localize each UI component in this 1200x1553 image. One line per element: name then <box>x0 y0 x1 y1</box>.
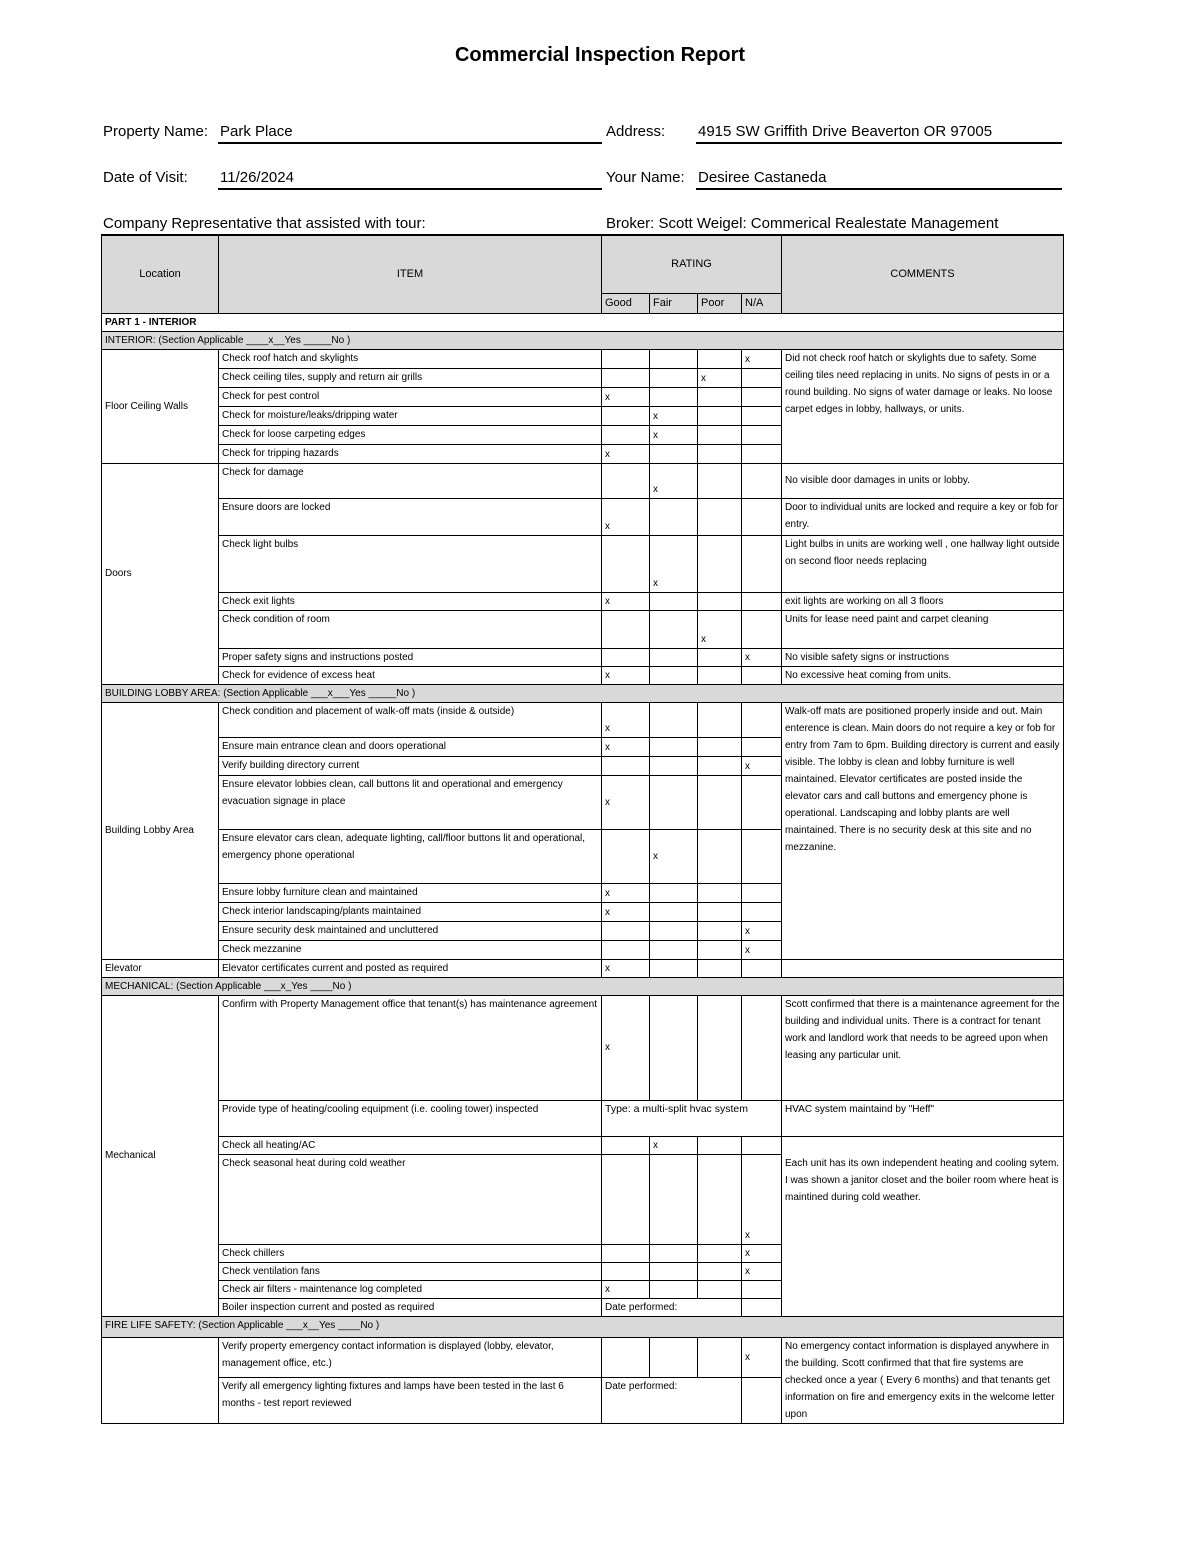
rating-fair <box>650 444 698 463</box>
rating-poor <box>698 498 742 535</box>
rating-na <box>742 775 782 829</box>
company-rep-label: Company Representative that assisted with tour: <box>103 215 426 232</box>
rating-na <box>742 498 782 535</box>
rating-poor <box>698 648 742 666</box>
rating-fair <box>650 648 698 666</box>
location-mechanical: Mechanical <box>102 995 219 1316</box>
rating-na <box>742 387 782 406</box>
comment-doors-heat: No excessive heat coming from units. <box>782 666 1064 684</box>
rating-poor <box>698 406 742 425</box>
rating-poor: x <box>698 610 742 648</box>
rating-good: x <box>602 737 650 756</box>
comment-lobby: Walk-off mats are positioned properly inside and out. Main enterence is clean. Main doors do not require a key or fob for entry from 7am to 6pm. Building directory is current and easily visible. The lobby is clean and lobby furniture is well maintained. Elevator certificates are posted inside the elevator cars and call buttons and emergency phone is operational. Landscaping and lobby plants are well maintained. There is no security desk at this site and no mezzanine. <box>782 702 1064 959</box>
rating-na <box>742 1136 782 1154</box>
item-cell: Check exit lights <box>219 592 602 610</box>
rating-na <box>742 902 782 921</box>
item-cell: Verify property emergency contact information is displayed (lobby, elevator, management office, etc.) <box>219 1337 602 1378</box>
rating-na <box>742 444 782 463</box>
rating-fair <box>650 349 698 368</box>
location-fire <box>102 1337 219 1423</box>
rating-good <box>602 406 650 425</box>
rating-poor: x <box>698 368 742 387</box>
rating-na <box>742 829 782 883</box>
comment-doors-exit: exit lights are working on all 3 floors <box>782 592 1064 610</box>
rating-good <box>602 940 650 959</box>
rating-fair <box>650 883 698 902</box>
rating-fair <box>650 775 698 829</box>
rating-good: x <box>602 775 650 829</box>
date-label: Date of Visit: <box>103 169 188 186</box>
col-comments-header: COMMENTS <box>782 235 1064 313</box>
rating-fair: x <box>650 1136 698 1154</box>
item-cell: Ensure elevator lobbies clean, call buttons lit and operational and emergency evacuation signage in place <box>219 775 602 829</box>
comment-fire: No emergency contact information is displayed anywhere in the building. Scott confirmed that that fire systems are checked once a year ( Every 6 months) and that tenants get information on fire and emergency exits in the welcome letter upon <box>782 1337 1064 1423</box>
item-cell: Check light bulbs <box>219 535 602 592</box>
rating-good <box>602 756 650 775</box>
item-cell: Check air filters - maintenance log completed <box>219 1280 602 1298</box>
item-cell: Ensure lobby furniture clean and maintained <box>219 883 602 902</box>
rating-poor <box>698 444 742 463</box>
rating-fair <box>650 995 698 1100</box>
item-cell: Elevator certificates current and posted as required <box>219 959 602 977</box>
rating-good <box>602 463 650 498</box>
rating-poor <box>698 921 742 940</box>
item-cell: Verify all emergency lighting fixtures and lamps have been tested in the last 6 months - test report reviewed <box>219 1378 602 1423</box>
rating-good: x <box>602 959 650 977</box>
item-cell: Check all heating/AC <box>219 1136 602 1154</box>
rating-na: x <box>742 921 782 940</box>
rating-good: x <box>602 444 650 463</box>
col-location-header: Location <box>102 235 219 313</box>
item-cell: Ensure main entrance clean and doors operational <box>219 737 602 756</box>
rating-good: x <box>602 883 650 902</box>
rating-poor <box>698 387 742 406</box>
item-cell: Ensure doors are locked <box>219 498 602 535</box>
rating-good: x <box>602 387 650 406</box>
rating-poor <box>698 1136 742 1154</box>
rating-poor <box>698 756 742 775</box>
item-cell: Confirm with Property Management office that tenant(s) has maintenance agreement <box>219 995 602 1100</box>
rating-poor <box>698 1262 742 1280</box>
comment-doors-locked: Door to individual units are locked and require a key or fob for entry. <box>782 498 1064 535</box>
rating-fair <box>650 959 698 977</box>
rating-na <box>742 995 782 1100</box>
rating-fair: x <box>650 535 698 592</box>
rating-na <box>742 425 782 444</box>
item-cell: Proper safety signs and instructions posted <box>219 648 602 666</box>
rating-poor <box>698 592 742 610</box>
property-name-value: Park Place <box>218 122 602 144</box>
rating-good <box>602 1136 650 1154</box>
rating-poor <box>698 463 742 498</box>
rating-na <box>742 959 782 977</box>
location-elevator: Elevator <box>102 959 219 977</box>
rating-good <box>602 425 650 444</box>
rating-na: x <box>742 1262 782 1280</box>
rating-good <box>602 648 650 666</box>
item-cell: Check seasonal heat during cold weather <box>219 1154 602 1244</box>
rating-good: x <box>602 666 650 684</box>
rating-good <box>602 1262 650 1280</box>
item-cell: Check for evidence of excess heat <box>219 666 602 684</box>
rating-na: x <box>742 1337 782 1378</box>
rating-text: Date performed: <box>602 1298 742 1316</box>
rating-poor <box>698 1280 742 1298</box>
rating-poor <box>698 940 742 959</box>
rating-na <box>742 1280 782 1298</box>
rating-fair <box>650 1154 698 1244</box>
rating-good <box>602 610 650 648</box>
rating-poor <box>698 829 742 883</box>
rating-poor <box>698 1244 742 1262</box>
col-fair-header: Fair <box>650 293 698 313</box>
rating-text: Date performed: <box>602 1378 742 1423</box>
item-cell: Check for pest control <box>219 387 602 406</box>
comment-mech-heating: Each unit has its own independent heating and cooling sytem. I was shown a janitor closet and the boiler room where heat is maintined during cold weather. <box>782 1136 1064 1316</box>
rating-good <box>602 535 650 592</box>
rating-good: x <box>602 592 650 610</box>
comment-doors-room: Units for lease need paint and carpet cleaning <box>782 610 1064 648</box>
rating-na <box>742 883 782 902</box>
item-cell: Check ceiling tiles, supply and return air grills <box>219 368 602 387</box>
rating-text: Type: a multi-split hvac system <box>602 1100 782 1136</box>
rating-good: x <box>602 1280 650 1298</box>
rating-na: x <box>742 1244 782 1262</box>
item-cell: Ensure security desk maintained and uncluttered <box>219 921 602 940</box>
rating-fair: x <box>650 406 698 425</box>
rating-good <box>602 349 650 368</box>
rating-poor <box>698 959 742 977</box>
property-name-label: Property Name: <box>103 123 209 140</box>
item-cell: Verify building directory current <box>219 756 602 775</box>
item-cell: Boiler inspection current and posted as required <box>219 1298 602 1316</box>
rating-fair <box>650 921 698 940</box>
rating-fair <box>650 702 698 737</box>
item-cell: Check for moisture/leaks/dripping water <box>219 406 602 425</box>
rating-good: x <box>602 902 650 921</box>
rating-na <box>742 610 782 648</box>
address-value: 4915 SW Griffith Drive Beaverton OR 97005 <box>696 122 1062 144</box>
item-cell: Check for tripping hazards <box>219 444 602 463</box>
rating-good <box>602 921 650 940</box>
rating-good: x <box>602 995 650 1100</box>
col-item-header: ITEM <box>219 235 602 313</box>
rating-na: x <box>742 1154 782 1244</box>
rating-na <box>742 702 782 737</box>
item-cell: Check chillers <box>219 1244 602 1262</box>
comment-elevator <box>782 959 1064 977</box>
rating-poor <box>698 1337 742 1378</box>
item-cell: Ensure elevator cars clean, adequate lighting, call/floor buttons lit and operational, emergency phone operational <box>219 829 602 883</box>
rating-good <box>602 1337 650 1378</box>
comment-mech-agreement: Scott confirmed that there is a maintenance agreement for the building and individual units. There is a contract for tenant work and landlord work that needs to be agreed upon when leasing any particular unit. <box>782 995 1064 1100</box>
part-heading: PART 1 - INTERIOR <box>102 313 1064 331</box>
section-fire-life-safety: FIRE LIFE SAFETY: (Section Applicable ___x__Yes ____No ) <box>102 1316 1064 1337</box>
rating-na: x <box>742 940 782 959</box>
rating-fair <box>650 1244 698 1262</box>
rating-fair <box>650 1262 698 1280</box>
rating-good <box>602 829 650 883</box>
rating-fair <box>650 756 698 775</box>
rating-fair: x <box>650 425 698 444</box>
section-lobby: BUILDING LOBBY AREA: (Section Applicable ___x___Yes _____No ) <box>102 684 1064 702</box>
rating-fair <box>650 1337 698 1378</box>
broker-text: Broker: Scott Weigel: Commerical Realestate Management <box>606 215 999 232</box>
rating-good: x <box>602 498 650 535</box>
location-lobby: Building Lobby Area <box>102 702 219 959</box>
your-name-label: Your Name: <box>606 169 685 186</box>
rating-poor <box>698 775 742 829</box>
rating-fair <box>650 902 698 921</box>
item-cell: Check condition and placement of walk-off mats (inside & outside) <box>219 702 602 737</box>
rating-poor <box>698 535 742 592</box>
rating-good <box>602 368 650 387</box>
rating-poor <box>698 666 742 684</box>
rating-fair <box>650 592 698 610</box>
rating-na <box>742 1378 782 1423</box>
rating-na <box>742 535 782 592</box>
col-na-header: N/A <box>742 293 782 313</box>
item-cell: Provide type of heating/cooling equipment (i.e. cooling tower) inspected <box>219 1100 602 1136</box>
col-rating-header: RATING <box>602 235 782 293</box>
rating-poor <box>698 737 742 756</box>
rating-poor <box>698 1154 742 1244</box>
rating-poor <box>698 425 742 444</box>
rating-na <box>742 368 782 387</box>
rating-na <box>742 1298 782 1316</box>
rating-fair: x <box>650 463 698 498</box>
location-floor-ceiling-walls: Floor Ceiling Walls <box>102 349 219 463</box>
rating-poor <box>698 995 742 1100</box>
rating-poor <box>698 902 742 921</box>
rating-poor <box>698 702 742 737</box>
section-interior: INTERIOR: (Section Applicable ____x__Yes _____No ) <box>102 331 1064 349</box>
item-cell: Check roof hatch and skylights <box>219 349 602 368</box>
rating-na <box>742 737 782 756</box>
rating-na <box>742 406 782 425</box>
item-cell: Check for loose carpeting edges <box>219 425 602 444</box>
report-title: Commercial Inspection Report <box>454 44 746 66</box>
rating-fair <box>650 940 698 959</box>
rating-fair <box>650 1280 698 1298</box>
comment-doors-lights: Light bulbs in units are working well , one hallway light outside on second floor needs replacing <box>782 535 1064 592</box>
rating-poor <box>698 349 742 368</box>
rating-na: x <box>742 648 782 666</box>
rating-good <box>602 1244 650 1262</box>
rating-fair: x <box>650 829 698 883</box>
section-mechanical: MECHANICAL: (Section Applicable ___x_Yes ____No ) <box>102 977 1064 995</box>
rating-na <box>742 592 782 610</box>
rating-good <box>602 1154 650 1244</box>
item-cell: Check mezzanine <box>219 940 602 959</box>
item-cell: Check for damage <box>219 463 602 498</box>
item-cell: Check ventilation fans <box>219 1262 602 1280</box>
comment-mech-hvac: HVAC system maintaind by "Heff" <box>782 1100 1064 1136</box>
col-poor-header: Poor <box>698 293 742 313</box>
comment-doors-damage: No visible door damages in units or lobby. <box>782 463 1064 498</box>
rating-fair <box>650 610 698 648</box>
inspection-table <box>101 234 1064 1424</box>
item-cell: Check condition of room <box>219 610 602 648</box>
rating-fair <box>650 737 698 756</box>
your-name-value: Desiree Castaneda <box>696 168 1062 190</box>
rating-na <box>742 463 782 498</box>
rating-fair <box>650 498 698 535</box>
item-cell: Check interior landscaping/plants maintained <box>219 902 602 921</box>
col-good-header: Good <box>602 293 650 313</box>
location-doors: Doors <box>102 463 219 684</box>
rating-fair <box>650 387 698 406</box>
rating-na: x <box>742 349 782 368</box>
rating-fair <box>650 368 698 387</box>
address-label: Address: <box>606 123 666 140</box>
comment-doors-signs: No visible safety signs or instructions <box>782 648 1064 666</box>
rating-poor <box>698 883 742 902</box>
date-value: 11/26/2024 <box>218 168 602 190</box>
rating-na: x <box>742 756 782 775</box>
rating-fair <box>650 666 698 684</box>
rating-good: x <box>602 702 650 737</box>
comment-floor: Did not check roof hatch or skylights due to safety. Some ceiling tiles need replacing in units. No signs of pests in or a round building. No signs of water damage or leaks. No loose carpet edges in lobby, hallways, or units. <box>782 349 1064 463</box>
rating-na <box>742 666 782 684</box>
